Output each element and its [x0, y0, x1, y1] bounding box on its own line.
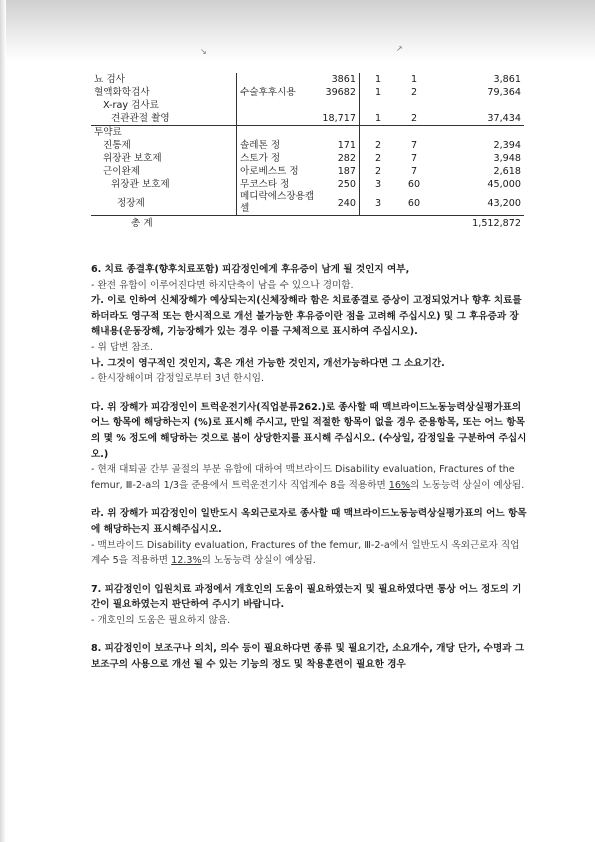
scan-mark: ↘ [200, 47, 207, 56]
cell-days: 7 [410, 166, 418, 177]
table-row [91, 112, 524, 126]
cell-item: X-ray 검사료 [103, 100, 159, 111]
scan-shadow-top [0, 0, 595, 62]
total-row [91, 216, 524, 231]
cell-qty: 2 [374, 140, 382, 151]
cell-unit: 250 [319, 178, 360, 191]
cell-note [237, 99, 320, 112]
cell-unit: 187 [319, 165, 360, 178]
cell-note: 메디락에스장용캡셀 [237, 191, 320, 216]
cell-amount [432, 99, 524, 112]
cell-unit: 282 [319, 152, 360, 165]
cell-item: 진통제 [103, 140, 131, 151]
answer-6-ga: - 위 답변 참조. [91, 341, 153, 353]
question-8: 8. 피감정인이 보조구나 의치, 의수 등이 필요하다면 종류 및 필요기간, 소요개수, 개당 단가, 수명과 그 보조구의 사용으로 개선 될 수 있는 기능의 정도 및 착용훈련이 필요한 경우 [91, 643, 525, 671]
cell-amount: 2,618 [493, 166, 521, 177]
document-body [91, 262, 528, 673]
cell-note [237, 73, 320, 86]
cell-amount: 3,861 [493, 74, 521, 85]
cell-amount: 43,200 [487, 197, 521, 209]
cell-note [237, 126, 320, 140]
cell-item: 견관관절 촬영 [111, 113, 170, 124]
cell-qty [360, 126, 397, 140]
total-spacer [237, 216, 433, 231]
cell-qty: 1 [374, 87, 382, 98]
cell-days [396, 126, 432, 140]
answer-6-da: - 현재 대퇴골 간부 골절의 부분 유합에 대하여 맥브라이드 Disability evaluation, Fractures of the femur, Ⅲ-2-a의 1/3을 준용에서 트럭운전기사 직업계수 8을 적용하면 16%의 노동능력 상실이 예상됨. [91, 464, 525, 491]
percent-12-3: 12.3% [171, 555, 202, 567]
table-row [91, 73, 524, 86]
cell-note: 무코스타 정 [237, 178, 320, 191]
cell-note: 솔레톤 정 [237, 139, 320, 152]
table-row [91, 99, 524, 112]
cell-days: 60 [407, 197, 421, 209]
total-label: 총 계 [91, 216, 237, 231]
table-row [91, 191, 524, 216]
scan-mark: ↗ [396, 44, 403, 53]
cell-amount: 45,000 [487, 179, 521, 190]
cell-days: 60 [407, 179, 421, 190]
cell-amount: 2,394 [493, 140, 521, 151]
question-6-ga: 가. 이로 인하여 신체장해가 예상되는지(신체장해라 함은 치료종결로 증상이 고정되었거나 향후 치료를 하더라도 영구적 또는 한시적으로 개선 불가능한 후유증이란 점을 고려해 주십시오) 및 그 후유증과 장해내용(운동장해, 기능장해가 있는 경우 이를 구체적으로 표시하여 주십시오). [91, 295, 522, 338]
answer-6-ra: - 맥브라이드 Disability evaluation, Fractures of the femur, Ⅲ-2-a에서 일반도시 옥외근로자 직업계수 5을 적용하면 12.3%의 노동능력 상실이 예상됨. [91, 539, 520, 567]
cell-unit: 240 [319, 191, 360, 216]
cell-note: 아로베스트 정 [237, 165, 320, 178]
table-row [91, 178, 524, 191]
cell-days: 1 [410, 74, 418, 85]
cell-unit [319, 126, 360, 140]
cell-item: 정장제 [117, 197, 145, 209]
cell-days: 2 [410, 113, 418, 124]
cell-note: 스토가 정 [237, 152, 320, 165]
cell-amount [432, 126, 524, 140]
question-6-da: 다. 위 장해가 피감정인이 트럭운전기사(직업분류262.)로 종사할 때 맥브라이드노동능력상실평가표의 어느 항목에 해당하는지 (%)로 표시해 주시고, 만일 적절한 항목이 없을 경우 준용항목, 또는 어느 항목의 몇 % 정도에 해당하는 것으로 봄이 상당한지를 표시해 주십시오. (수상일, 감정일을 구분하여 주십시오.) [91, 401, 527, 460]
cell-qty: 1 [374, 74, 382, 85]
cell-qty: 3 [374, 197, 382, 209]
cell-unit: 39682 [319, 86, 360, 99]
table-row [91, 165, 524, 178]
answer-6: - 완전 유합이 이루어진다면 하지단축이 남을 수 있으나 경미함. [91, 279, 354, 291]
percent-16: 16% [388, 479, 411, 491]
cell-item: 위장관 보호제 [111, 179, 170, 190]
answer-6-na: - 한시장해이며 감정일로부터 3년 한시임. [91, 373, 265, 385]
cell-days: 7 [410, 153, 418, 164]
cell-item: 투약료 [91, 126, 237, 140]
total-amount: 1,512,872 [432, 216, 524, 231]
table-row [91, 152, 524, 165]
cell-unit: 18,717 [319, 112, 360, 126]
cell-item: 혈액화학검사 [94, 87, 150, 98]
question-6: 6. 치료 종결후(향후치료포함) 피감정인에게 후유증이 남게 될 것인지 여부, [91, 264, 410, 275]
cell-amount: 37,434 [487, 113, 521, 124]
cell-note: 수술후후시용 [237, 86, 320, 99]
question-7: 7. 피감정인이 입원치료 과정에서 개호인의 도움이 필요하였는지 및 필요하였다면 통상 어느 정도의 기간이 필요하였는지 판단하여 주시기 바랍니다. [91, 583, 522, 611]
cell-qty: 2 [374, 153, 382, 164]
treatment-cost-table [91, 73, 524, 230]
cell-unit [319, 99, 360, 112]
answer-7: - 개호인의 도움은 필요하지 않음. [91, 614, 231, 626]
cell-qty [360, 99, 397, 112]
table-row [91, 126, 524, 140]
cell-qty: 3 [374, 179, 382, 190]
cell-item: 근이완제 [103, 166, 141, 177]
scan-shadow-left [0, 0, 6, 842]
cell-unit: 3861 [319, 73, 360, 86]
question-6-ra: 라. 위 장해가 피감정인이 일반도시 옥외근로자로 종사할 때 맥브라이드노동능력상실평가표의 어느 항목에 해당하는지 표시해주십시오. [91, 508, 527, 535]
table-row [91, 86, 524, 99]
cell-amount: 79,364 [487, 87, 521, 98]
cell-note [237, 112, 320, 126]
cell-days: 2 [410, 87, 418, 98]
cell-item: 위장관 보호제 [103, 153, 162, 164]
cell-amount: 3,948 [493, 153, 521, 164]
cell-item: 뇨 검사 [94, 74, 125, 85]
question-6-na: 나. 그것이 영구적인 것인지, 혹은 개선 가능한 것인지, 개선가능하다면 그 소요기간. [91, 357, 445, 369]
table-row [91, 139, 524, 152]
cell-days: 7 [410, 140, 418, 151]
cell-qty: 2 [374, 166, 382, 177]
cell-qty: 1 [374, 113, 382, 124]
cell-days [396, 99, 432, 112]
cell-unit: 171 [319, 139, 360, 152]
